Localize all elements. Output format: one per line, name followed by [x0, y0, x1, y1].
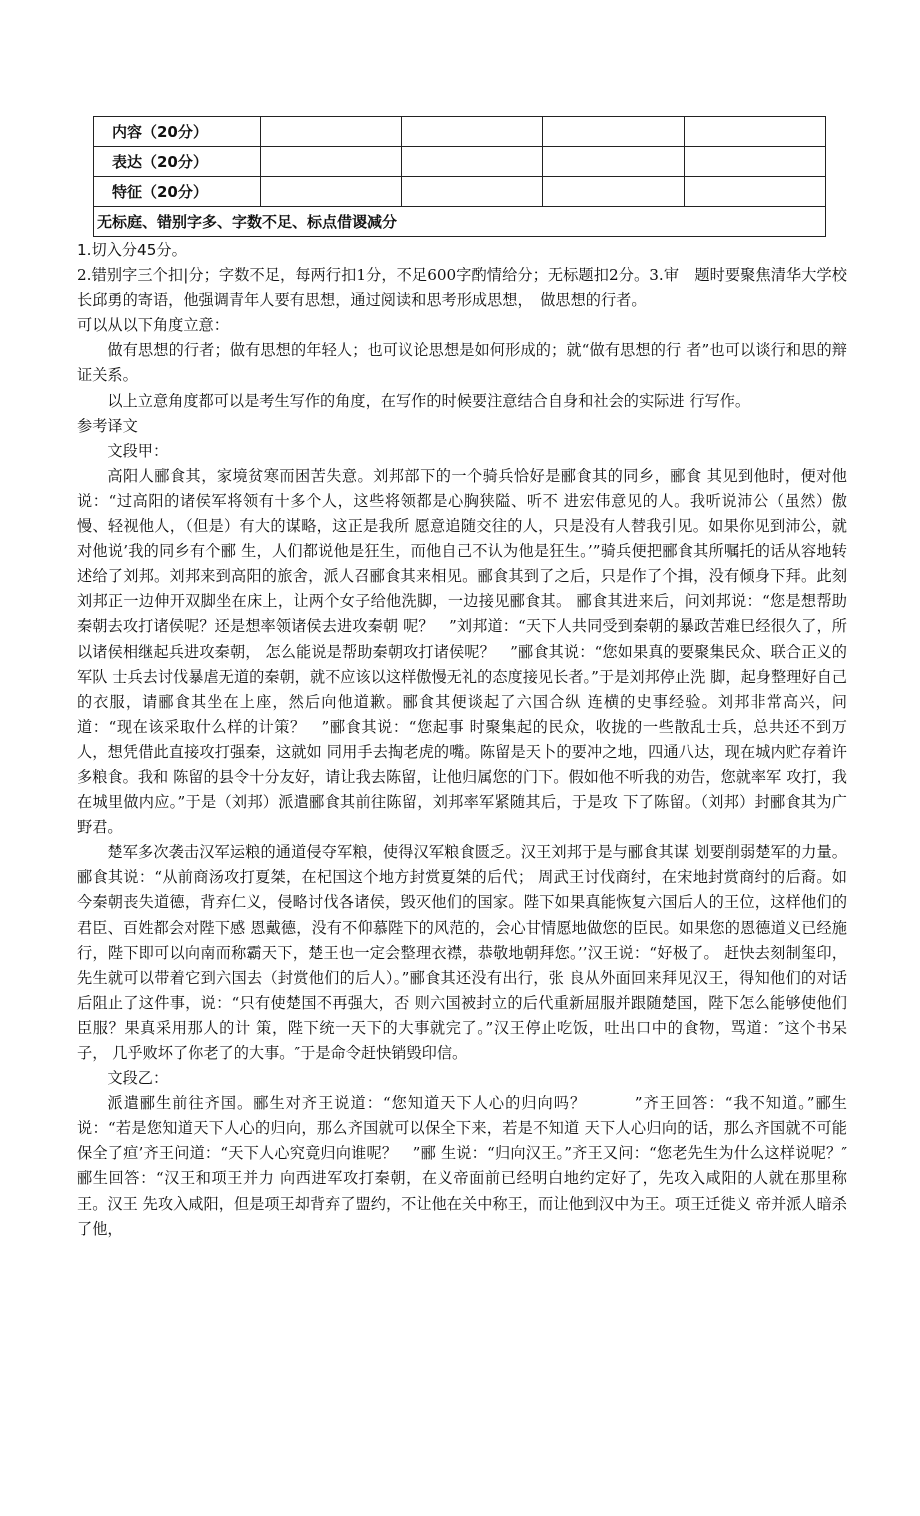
score-cell [684, 147, 825, 177]
score-cell [261, 177, 402, 207]
score-cell [402, 147, 543, 177]
angle-intro: 可以从以下角度立意： [77, 316, 229, 335]
criteria-expression-label: 表达（20分） [94, 147, 261, 177]
angle-note-paragraph: 以上立意角度都可以是考生写作的角度，在写作的时候要注意结合自身和社会的实际进 行写作。 [107, 391, 751, 410]
score-cell [402, 117, 543, 147]
score-cell [684, 177, 825, 207]
scoring-rule-1: 1.切入分45分。 [77, 241, 187, 259]
scoring-rule-2: 2.错别字三个扣|分；字数不足，每两行扣1分，不足600字酌情给分；无标题扣2分。3.审 题时要聚焦清华大学校长邱勇的寄语，他强调青年人要有思想，通过阅读和思考形成思想， 做思想的行者。 [77, 266, 847, 310]
criteria-content-label: 内容（20分） [94, 117, 261, 147]
passage-b-paragraph: 派遣郦生前往齐国。郦生对齐王说道：“您知道天下人心的归向吗？ ”齐王回答：“我不知道。”郦生说：“若是您知道天下人心的归向，那么齐国就可以保全下来，若是不知道 天下人心归向的话，那么齐国就不可能保全了疸’齐王问道：“天下人心究竟归向谁呢？ ”郦 生说：“归向汉王。”齐王又问：“您老先生为什么这样说呢？″郦生回答：“汉王和项王并力 向西进军攻打秦朝，在义帝面前已经明白地约定好了，先攻入咸阳的人就在那里称王。汉王 先攻入咸阳，但是项王却背弃了盟约，不让他在关中称王，而让他到汉中为王。项王迁徙义 帝并派人暗杀了他， [77, 1094, 847, 1238]
document-page [77, 116, 847, 1242]
criteria-feature-label: 特征（20分） [94, 177, 261, 207]
score-cell [684, 117, 825, 147]
score-cell [261, 117, 402, 147]
document-body [77, 238, 847, 1242]
translation-heading: 参考译文 [77, 416, 138, 435]
table-row [94, 177, 826, 207]
table-row [94, 117, 826, 147]
passage-a-paragraph-1: 高阳人郦食其，家境贫寒而困苦失意。刘邦部下的一个骑兵恰好是郦食其的同乡，郦食 其见到他时，便对他说：“过高阳的诸侯军将领有十多个人，这些将领都是心胸狭隘、听不 进宏伟意见的人。我听说沛公（虽然）傲慢、轻视他人，（但是）有大的谋略，这正是我所 愿意追随交往的人，只是没有人替我引见。如果你见到沛公，就对他说’我的同乡有个郦 生，人们都说他是狂生，而他自己不认为他是狂生。’”骑兵便把郦食其所嘱托的话从容地转 述给了刘邦。刘邦来到高阳的旅舍，派人召郦食其来相见。郦食其到了之后，只是作了个揖，没有倾身下拜。此刻刘邦正一边伸开双脚坐在床上，让两个女子给他洗脚，一边接见郦食其。 郦食其进来后，问刘邦说：“您是想帮助秦朝去攻打诸侯呢？还是想率领诸侯去进攻秦朝 呢？ ”刘邦道：“天下人共同受到秦朝的暴政苦难巳经很久了，所以诸侯相继起兵进攻秦朝， 怎么能说是帮助秦朝攻打诸侯呢？ ”郦食其说：“您如果真的要聚集民众、联合正义的军队 士兵去讨伐暴虐无道的秦朝，就不应该以这样傲慢无礼的态度接见长者。”于是刘邦停止洗 脚，起身整理好自己的衣服，请郦食其坐在上座，然后向他道歉。郦食其便谈起了六国合纵 连横的史事经验。刘邦非常高兴，问道：“现在该采取什么样的计策？ ”郦食其说：“您起事 时聚集起的民众，收拢的一些散乱士兵，总共还不到万人，想凭借此直接攻打强秦，这就如 同用手去掏老虎的嘴。陈留是天卜的要冲之地，四通八达，现在城内贮存着许多粮食。我和 陈留的县令十分友好，请让我去陈留，让他归属您的门下。假如他不听我的劝告，您就率军 攻打，我在城里做内应。”于是（刘邦）派遣郦食其前往陈留，刘邦率军紧随其后，于是攻 下了陈留。（刘邦）封郦食其为广野君。 [77, 466, 847, 837]
table-row [94, 147, 826, 177]
score-cell [543, 177, 684, 207]
score-cell [261, 147, 402, 177]
grading-table [93, 116, 826, 237]
table-row [94, 207, 826, 237]
score-cell [543, 117, 684, 147]
score-cell [402, 177, 543, 207]
deduction-note: 无标庭、错别字多、字数不足、标点借谡减分 [94, 207, 826, 237]
angle-paragraph: 做有思想的行者；做有思想的年轻人；也可议论思想是如何形成的；就“做有思想的行 者”也可以谈行和思的辩证关系。 [77, 341, 847, 385]
passage-a-paragraph-2: 楚军多次袭击汉军运粮的通道侵夺军粮，使得汉军粮食匮乏。汉王刘邦于是与郦食其谋 划要削弱楚军的力量。郦食其说：“从前商汤攻打夏桀，在杞国这个地方封赏夏桀的后代； 周武王讨伐商纣，在宋地封赏商纣的后裔。如今秦朝丧失道德，背弃仁义，侵略讨伐各诸侯，毁灭他们的国家。陛下如果真能恢复六国后人的王位，这样他们的君臣、百姓都会对陛下感 恩戴德，没有不仰慕陛下的风范的，会心甘情愿地做您的臣民。如果您的恩德道义已经施行，陛下即可以向南而称霸天下，楚王也一定会整理衣襟，恭敬地朝拜您。’’汉王说：“好极了。 赶快去刻制玺印，先生就可以带着它到六国去（封赏他们的后人）。”郦食其还没有出行，张 良从外面回来拜见汉王，得知他们的对话后阻止了这件事，说：“只有使楚国不再强大，否 则六国被封立的后代重新屈服并跟随楚国，陛下怎么能够使他们臣服？果真采用那人的计 策，陛下统一天下的大事就完了。”汉王停止吃饭，吐出口中的食物，骂道：″这个书呆子， 几乎败坏了你老了的大事。″于是命令赶快销毁印信。 [77, 843, 847, 1062]
score-cell [543, 147, 684, 177]
passage-b-heading: 文段乙： [107, 1069, 169, 1088]
passage-a-heading: 文段甲： [107, 441, 169, 460]
